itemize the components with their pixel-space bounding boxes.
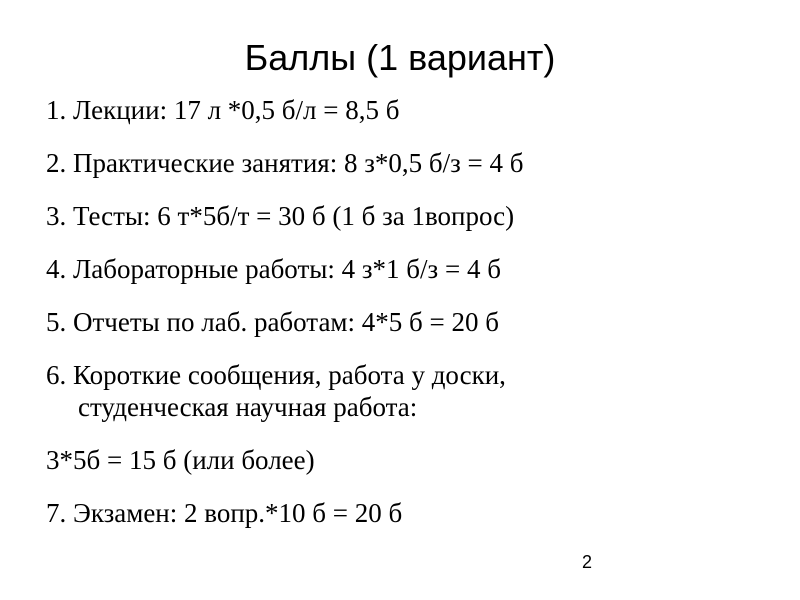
list-item bbox=[46, 359, 766, 423]
list-item bbox=[46, 147, 766, 179]
list-item bbox=[46, 253, 766, 285]
slide-title: Баллы (1 вариант) bbox=[244, 37, 556, 78]
scoring-list bbox=[46, 94, 766, 550]
list-item bbox=[46, 306, 766, 338]
item-labs: 4. Лабораторные работы: 4 з*1 б/з = 4 б bbox=[46, 254, 501, 284]
item-short-reports-continuation: студенческая научная работа: bbox=[78, 392, 418, 422]
item-lab-reports: 5. Отчеты по лаб. работам: 4*5 б = 20 б bbox=[46, 307, 499, 337]
list-item bbox=[46, 94, 766, 126]
item-short-reports: 6. Короткие сообщения, работа у доски, bbox=[46, 360, 506, 390]
item-exam: 7. Экзамен: 2 вопр.*10 б = 20 б bbox=[46, 498, 403, 528]
item-short-reports-formula: 3*5б = 15 б (или более) bbox=[46, 445, 315, 475]
list-item bbox=[46, 444, 766, 476]
list-item bbox=[46, 497, 766, 529]
list-item bbox=[46, 200, 766, 232]
item-practical: 2. Практические занятия: 8 з*0,5 б/з = 4 б bbox=[46, 148, 524, 178]
item-lectures: 1. Лекции: 17 л *0,5 б/л = 8,5 б bbox=[46, 95, 400, 125]
page-number: 2 bbox=[582, 552, 593, 572]
item-tests: 3. Тесты: 6 т*5б/т = 30 б (1 б за 1вопрос) bbox=[46, 201, 515, 231]
